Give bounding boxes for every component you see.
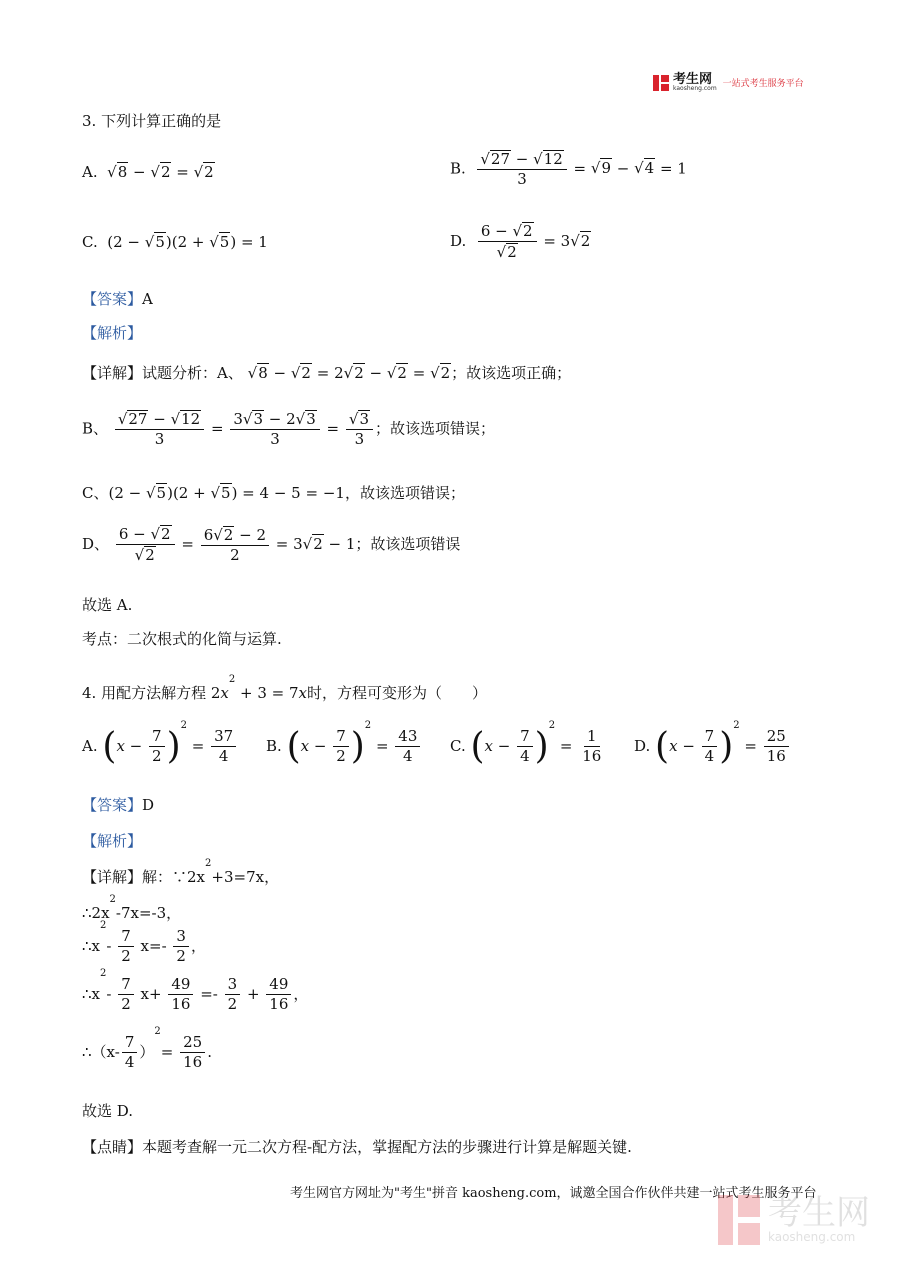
header-logo: [653, 73, 804, 92]
logo-slogan: 一站式考生服务平台: [722, 79, 804, 89]
watermark-url: kaosheng.com: [768, 1230, 856, 1244]
logo-name: 考生网: [673, 72, 713, 87]
q3-analysis-tag: 【解析】: [82, 324, 143, 342]
q4-analysis-tag: 【解析】: [82, 832, 143, 850]
logo-url: kaosheng.com: [673, 85, 717, 92]
q3-detail-c: C、(2 − √5)(2 + √5) = 4 − 5 = −1，故该选项错误；: [82, 484, 465, 502]
answer-value: D: [142, 796, 155, 814]
q3-option-b: B. $\frac{√27 - √12}{3}$ = √9 − √4 = 1: [450, 150, 687, 189]
watermark: [718, 1195, 870, 1245]
q4-option-c: C. (x − $\frac{7}{4}$ )$^2$ = $\frac{1}{16}$: [450, 720, 602, 767]
option-label: A.: [82, 736, 98, 755]
q3-detail-d: D、 $\frac{6 - √2}{√2}$ = $\frac{6√2 - 2}{2}$ = 3√2 − 1；故该选项错误: [82, 525, 461, 565]
q4-option-d: D. (x − $\frac{7}{4}$ )$^2$ = $\frac{25}{16}$: [634, 728, 791, 766]
option-label: D.: [450, 231, 467, 250]
q3-title: 3. 下列计算正确的是: [82, 112, 222, 130]
q4-option-b: B. (x − $\frac{7}{2}$ )$^2$ = $\frac{43}{4}$: [266, 728, 422, 766]
option-label: C.: [450, 736, 466, 755]
q3-topic: 考点：二次根式的化简与运算.: [82, 630, 282, 648]
step-text: ∴x: [82, 984, 101, 1003]
q4-answer: [82, 794, 154, 815]
detail-text: +3=7x，: [211, 868, 280, 886]
detail-head: D、: [82, 534, 110, 553]
detail-note: ；故该选项错误；: [374, 419, 495, 438]
q4-title-tail: 时，方程可变形为（ ）: [307, 684, 488, 702]
step-text: -7x=-3，: [115, 904, 182, 922]
q4-title-text: 4. 用配方法解方程: [82, 684, 207, 702]
q3-answer: [82, 288, 153, 309]
q4-title: 4. 用配方法解方程 $2x^2 + 3 = 7x$时，方程可变形为（ ）: [82, 674, 488, 702]
q4-step-3: $\therefore x^2-$ $\frac{7}{2}$ x=- $\frac{3}{2}$ ，: [82, 920, 206, 966]
step-text: ∴（x-: [82, 1042, 120, 1061]
q4-detail-1: 【详解】解：$\because 2x^2+3=7x$，: [82, 858, 280, 886]
q3-option-c: C. (2 − √5)(2 + √5) = 1: [82, 233, 268, 251]
detail-note: ；故该选项错误: [355, 534, 461, 553]
q4-step-2: $\therefore 2x^2-7x=-3$，: [82, 894, 182, 922]
option-label: B.: [450, 159, 466, 178]
q3-option-a: A. √8 − √2 = √2: [82, 163, 214, 181]
detail-head: B、: [82, 419, 109, 438]
detail-tag: 【详解】: [82, 868, 143, 886]
option-label: B.: [266, 736, 282, 755]
detail-intro: 试题分析：A、: [142, 364, 243, 382]
option-label: D.: [634, 736, 651, 755]
q4-option-a: A. (x − $\frac{7}{2}$ )$^2$ = $\frac{37}{4}$: [82, 728, 238, 766]
logo-icon: [653, 75, 669, 91]
q3-detail-a: 【详解】试题分析：A、 √8 − √2 = 2√2 − √2 = √2；故该选项正确；: [82, 364, 572, 382]
step-text: ∴x: [82, 936, 101, 955]
watermark-name: 考生网: [768, 1193, 870, 1233]
answer-value: A: [142, 290, 153, 308]
detail-note: ；故该选项正确；: [451, 364, 572, 382]
detail-tag: 【详解】: [82, 364, 143, 382]
answer-tag: 【答案】: [82, 290, 143, 308]
option-label: C.: [82, 233, 98, 251]
detail-note: ，故该选项错误；: [344, 484, 465, 502]
q4-conclusion: 故选 D.: [82, 1102, 134, 1120]
q3-detail-b: B、 $\frac{√27 - √12}{3}$ = $\frac{3√3 - 2√3}{3}$ = $\frac{√3}{3}$ ；故该选项错误；: [82, 410, 495, 449]
watermark-logo-icon: [718, 1195, 760, 1245]
comment-tag: 【点睛】: [82, 1138, 143, 1156]
footer-text: 考生网官方网址为"考生"拼音 kaosheng.com，诚邀全国合作伙伴共建一站式考生服务平台: [290, 1186, 817, 1201]
detail-text: 解：∵2x: [142, 868, 206, 886]
step-text: ∴2x: [82, 904, 110, 922]
q4-comment: [82, 1136, 632, 1157]
comment-text: 本题考查解一元二次方程-配方法，掌握配方法的步骤进行计算是解题关键.: [142, 1138, 632, 1156]
q4-step-5: ∴（x- $\frac{7}{4}$ ）$^2$= $\frac{25}{16}$ .: [82, 1026, 212, 1072]
q3-conclusion: 故选 A.: [82, 596, 133, 614]
answer-tag: 【答案】: [82, 796, 143, 814]
detail-head: C、: [82, 484, 109, 502]
q3-option-d: D. $\frac{6 - √2}{√2}$ = 3√2: [450, 222, 591, 262]
option-label: A.: [82, 163, 98, 181]
q4-step-4: $\therefore x^2-$ $\frac{7}{2}$ x+ $\frac{49}{16}$ =- $\frac{3}{2}$ + $\frac{49}{16}$ ，: [82, 968, 309, 1014]
